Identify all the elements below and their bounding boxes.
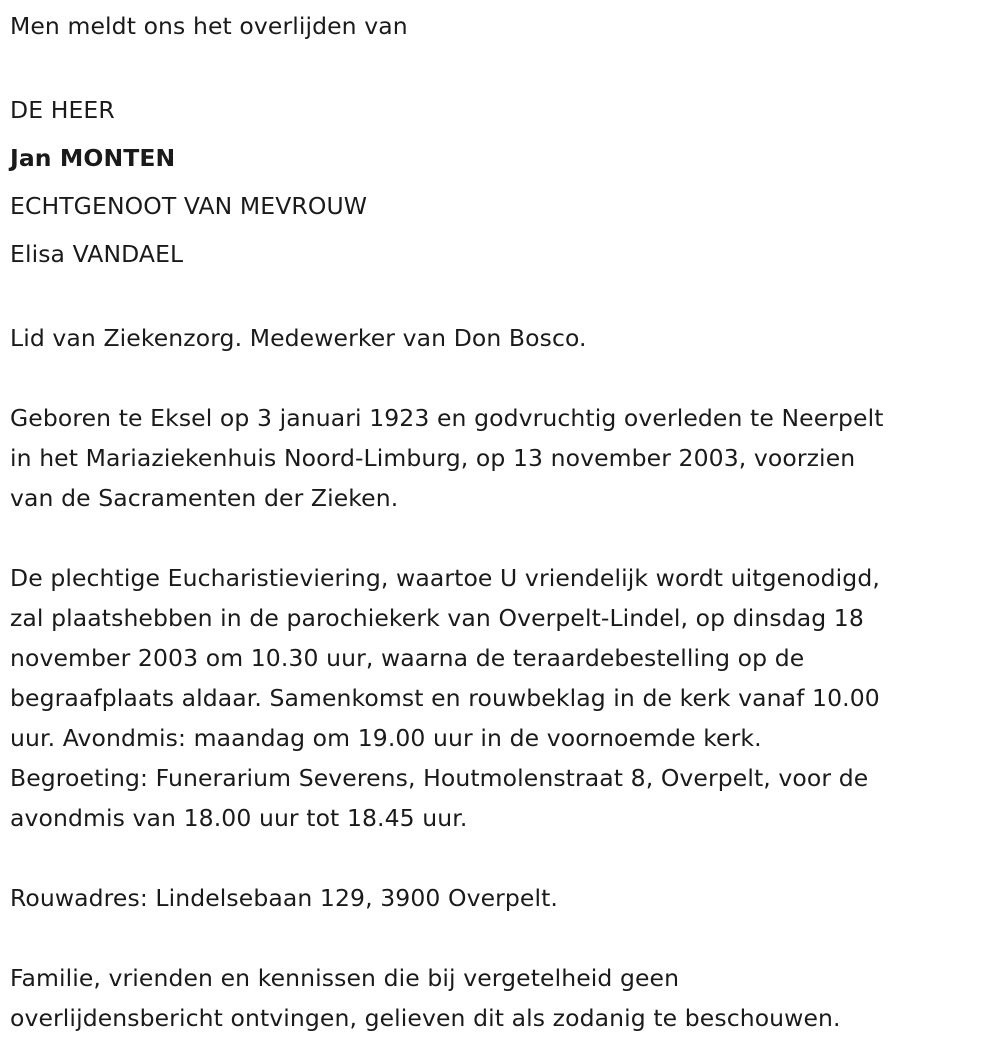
spacer — [10, 278, 994, 318]
birth-death-paragraph — [10, 398, 994, 518]
spacer — [10, 518, 994, 558]
paragraph-line: zal plaatshebben in de parochiekerk van Overpelt-Lindel, op dinsdag 18 — [10, 604, 864, 632]
spouse-name: Elisa VANDAEL — [10, 240, 184, 268]
paragraph-line: Familie, vrienden en kennissen die bij vergetelheid geen — [10, 964, 680, 992]
deceased-name: Jan MONTEN — [10, 144, 176, 172]
deceased-title: DE HEER — [10, 96, 115, 124]
paragraph-line: avondmis van 18.00 uur tot 18.45 uur. — [10, 804, 468, 832]
paragraph-line: in het Mariaziekenhuis Noord-Limburg, op 13 november 2003, voorzien — [10, 444, 856, 472]
closing-paragraph — [10, 958, 994, 1038]
paragraph-line: november 2003 om 10.30 uur, waarna de teraardebestelling op de — [10, 644, 805, 672]
spacer — [10, 918, 994, 958]
paragraph-line: uur. Avondmis: maandag om 19.00 uur in de voornoemde kerk. — [10, 724, 762, 752]
paragraph-line: begraafplaats aldaar. Samenkomst en rouwbeklag in de kerk vanaf 10.00 — [10, 684, 880, 712]
spacer — [10, 838, 994, 878]
address-line: Rouwadres: Lindelsebaan 129, 3900 Overpelt. — [10, 884, 559, 912]
paragraph-line: Geboren te Eksel op 3 januari 1923 en godvruchtig overleden te Neerpelt — [10, 404, 884, 432]
paragraph-line: Begroeting: Funerarium Severens, Houtmolenstraat 8, Overpelt, voor de — [10, 764, 869, 792]
spacer — [10, 46, 994, 86]
intro-line: Men meldt ons het overlijden van — [10, 12, 408, 40]
paragraph-line: overlijdensbericht ontvingen, gelieven dit als zodanig te beschouwen. — [10, 1004, 841, 1032]
spouse-label: ECHTGENOOT VAN MEVROUW — [10, 192, 368, 220]
spacer — [10, 358, 994, 398]
paragraph-line: van de Sacramenten der Zieken. — [10, 484, 399, 512]
obituary-notice — [10, 6, 994, 1038]
ceremony-paragraph — [10, 558, 994, 838]
paragraph-line: De plechtige Eucharistieviering, waartoe U vriendelijk wordt uitgenodigd, — [10, 564, 880, 592]
affiliations-line: Lid van Ziekenzorg. Medewerker van Don Bosco. — [10, 324, 587, 352]
